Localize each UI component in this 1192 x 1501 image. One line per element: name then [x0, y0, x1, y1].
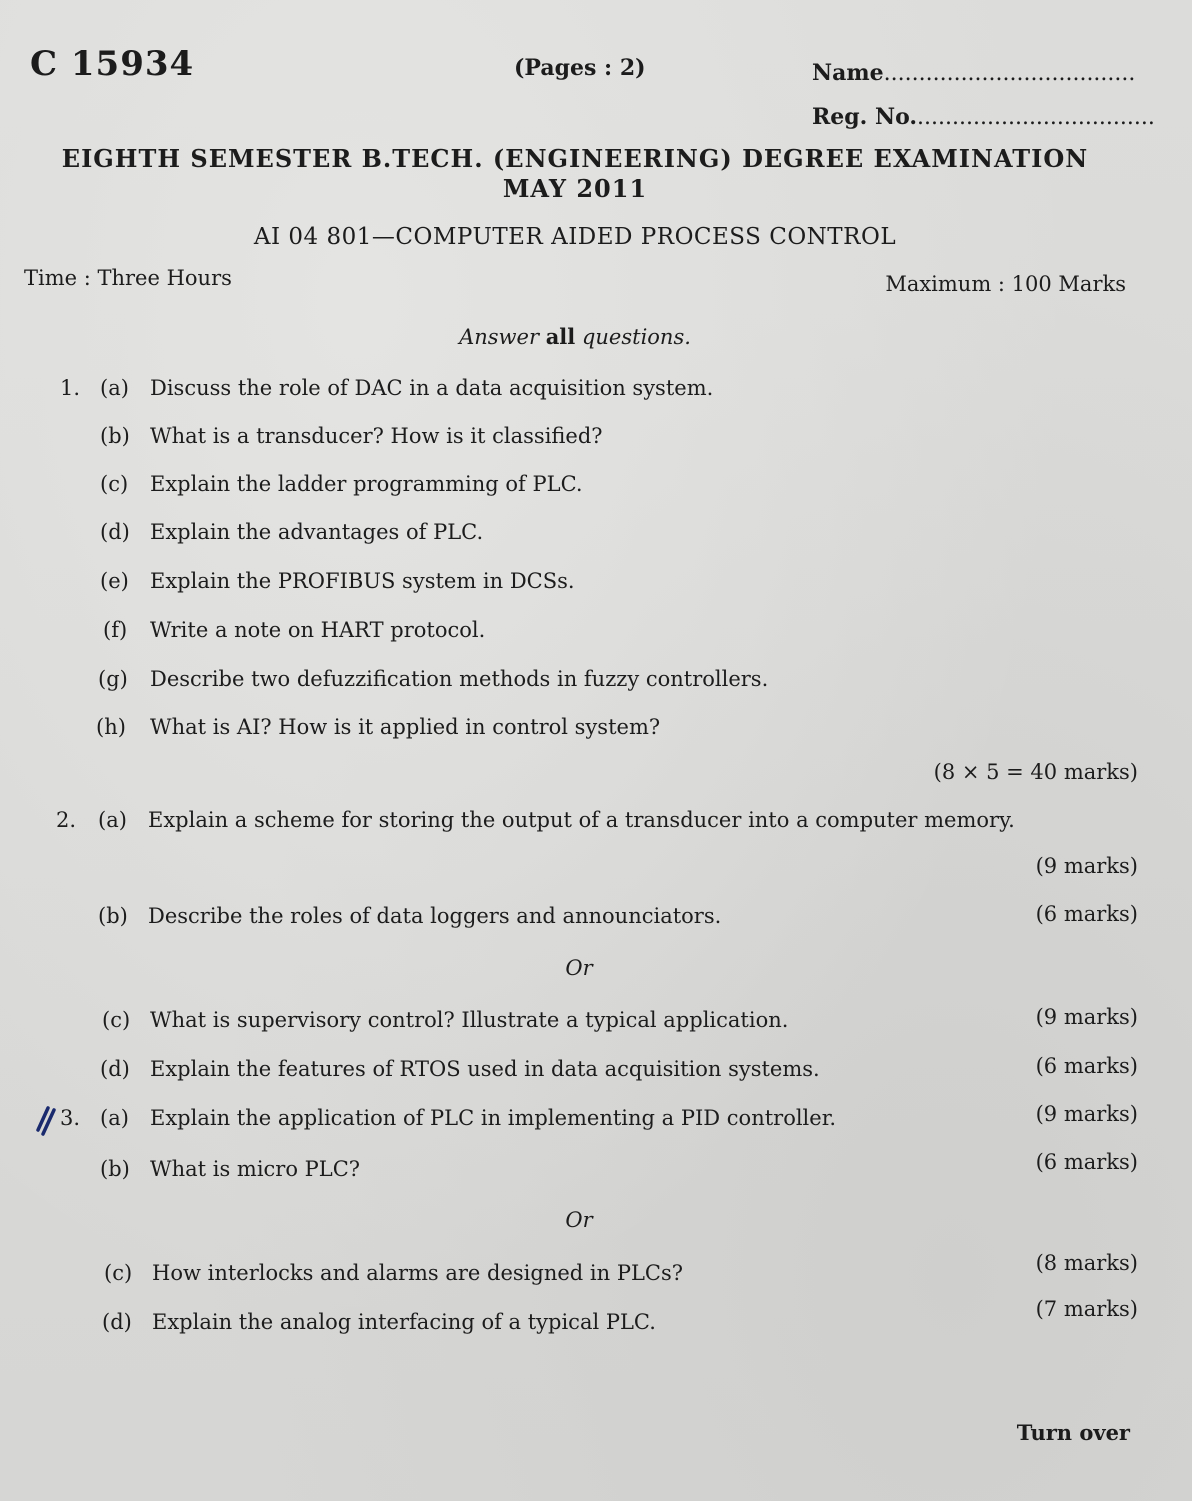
- reg-no-dots: ..................................: [917, 105, 1155, 130]
- instruction-part1: Answer: [459, 325, 540, 349]
- q3d-label: (d): [102, 1310, 132, 1334]
- q2a-text: Explain a scheme for storing the output of a transducer into a computer memory.: [148, 808, 1015, 832]
- q1-item-label: (d): [100, 520, 130, 544]
- reg-no-label: Reg. No.: [812, 104, 918, 130]
- exam-date: MAY 2011: [502, 174, 648, 203]
- q1-item-text: Discuss the role of DAC in a data acquisition system.: [150, 376, 714, 400]
- q3a-marks: (9 marks): [1035, 1102, 1138, 1126]
- paper-code: C 15934: [30, 44, 195, 84]
- q3-or-separator: Or: [565, 1208, 593, 1232]
- q1-item-text: What is a transducer? How is it classified?: [150, 424, 603, 448]
- q2d-label: (d): [100, 1057, 130, 1081]
- q2c-marks: (9 marks): [1035, 1005, 1138, 1029]
- q1-item-label: (e): [100, 569, 129, 593]
- q1-item-text: Write a note on HART protocol.: [150, 618, 486, 642]
- q1-item-text: Describe two defuzzification methods in fuzzy controllers.: [150, 667, 769, 691]
- q2b-marks: (6 marks): [1035, 902, 1138, 926]
- instruction-part2: all: [545, 324, 576, 349]
- reg-no-field: [812, 104, 1155, 130]
- instruction-part3: questions.: [581, 325, 691, 349]
- exam-time: Time : Three Hours: [24, 266, 232, 290]
- q3b-label: (b): [100, 1157, 130, 1181]
- question-number-3: 3.: [60, 1106, 81, 1130]
- q1-item-label: (a): [100, 376, 129, 400]
- name-label: Name: [812, 60, 884, 86]
- q2-or-separator: Or: [565, 956, 593, 980]
- q2b-text: Describe the roles of data loggers and announciators.: [148, 904, 722, 928]
- q2b-label: (b): [98, 904, 128, 928]
- turn-over-note: Turn over: [1016, 1420, 1130, 1445]
- q2d-marks: (6 marks): [1035, 1054, 1138, 1078]
- q3a-text: Explain the application of PLC in implementing a PID controller.: [150, 1106, 837, 1130]
- question-number-2: 2.: [56, 808, 77, 832]
- q2a-label: (a): [98, 808, 127, 832]
- q2c-label: (c): [102, 1008, 131, 1032]
- exam-title: EIGHTH SEMESTER B.TECH. (ENGINEERING) DEGREE EXAMINATION: [61, 144, 1089, 173]
- question-number-1: 1.: [60, 376, 81, 400]
- q2a-marks: (9 marks): [1035, 854, 1138, 878]
- q3b-marks: (6 marks): [1035, 1150, 1138, 1174]
- max-marks: Maximum : 100 Marks: [885, 272, 1126, 296]
- name-dots: ....................................: [883, 61, 1136, 86]
- q3d-marks: (7 marks): [1035, 1297, 1138, 1321]
- q3c-text: How interlocks and alarms are designed in PLCs?: [152, 1261, 684, 1285]
- q3c-marks: (8 marks): [1035, 1251, 1138, 1275]
- name-field: [812, 60, 1135, 86]
- q1-item-text: Explain the ladder programming of PLC.: [150, 472, 583, 496]
- q1-item-label: (b): [100, 424, 130, 448]
- instruction: [0, 324, 1150, 349]
- q3d-text: Explain the analog interfacing of a typical PLC.: [152, 1310, 656, 1334]
- q2c-text: What is supervisory control? Illustrate a typical application.: [150, 1008, 789, 1032]
- q3b-text: What is micro PLC?: [150, 1157, 361, 1181]
- course-title: AI 04 801—COMPUTER AIDED PROCESS CONTROL: [253, 224, 897, 250]
- q1-item-label: (g): [98, 667, 128, 691]
- q1-item-label: (h): [96, 715, 126, 739]
- q1-item-label: (c): [100, 472, 129, 496]
- page-count: (Pages : 2): [514, 55, 646, 81]
- q3c-label: (c): [104, 1261, 133, 1285]
- q1-item-text: What is AI? How is it applied in control system?: [150, 715, 661, 739]
- q1-marks: (8 × 5 = 40 marks): [933, 760, 1138, 784]
- q3a-label: (a): [100, 1106, 129, 1130]
- q2d-text: Explain the features of RTOS used in data acquisition systems.: [150, 1057, 820, 1081]
- q1-item-text: Explain the PROFIBUS system in DCSs.: [150, 569, 575, 593]
- q1-item-label: (f): [103, 618, 128, 642]
- pen-tick-mark-icon: [34, 1104, 60, 1138]
- q1-item-text: Explain the advantages of PLC.: [150, 520, 484, 544]
